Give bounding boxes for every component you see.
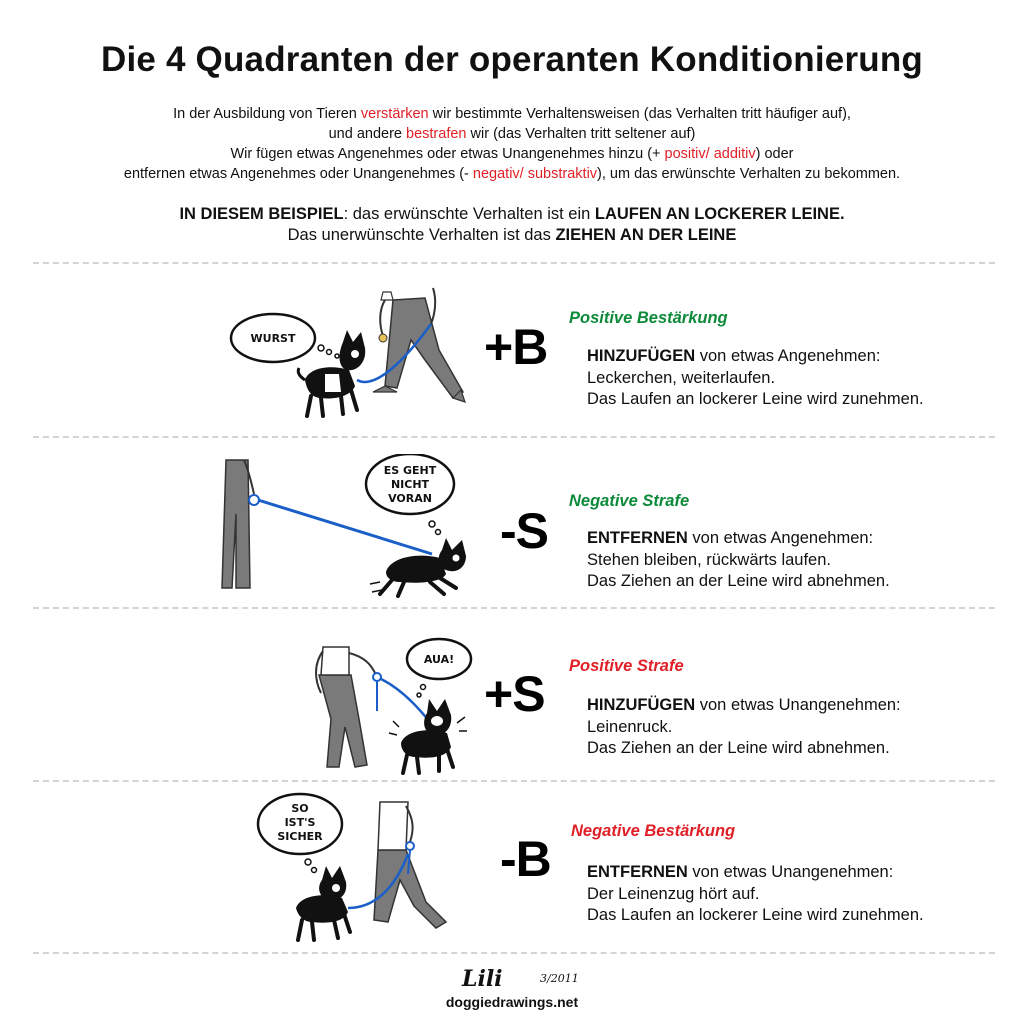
separator [33,952,995,954]
person-arm [380,300,385,336]
example-line-2: Das unerwünschte Verhalten ist das ZIEHEN AN DER LEINE [287,226,737,244]
bubble-text: SO [291,802,309,815]
bubble-dot [429,521,435,527]
term-bestrafen: bestrafen [406,126,467,142]
illustration-dog-treat [225,280,475,432]
example-statement [0,204,1024,246]
person-arm [431,288,435,324]
bubble-dot [335,354,339,358]
dog-chest [325,374,341,392]
bubble-dot [417,693,421,697]
bubble-text: WURST [250,332,296,345]
quadrant-description: ENTFERNEN von etwas Unangenehmen: Der Leinenzug hört auf. Das Laufen an lockerer Leine wird zunehmen. [587,863,924,924]
bubble-dot [436,530,441,535]
intro-line-1: In der Ausbildung von Tieren verstärken wir bestimmte Verhaltensweisen (das Verhalten tritt häufiger auf), [173,106,851,122]
illustration-leash-release [250,790,480,946]
signature-date: 3/2011 [540,972,579,985]
dog-head [340,330,366,370]
person-legs [222,460,250,588]
treat-icon [379,334,387,342]
quadrant-description: ENTFERNEN von etwas Angenehmen: Stehen bleiben, rückwärts laufen. Das Ziehen an der Leine wird abnehmen. [587,529,890,590]
intro-paragraph [0,104,1024,184]
quadrant-description: HINZUFÜGEN von etwas Angenehmen: Leckerchen, weiterlaufen. Das Laufen an lockerer Leine wird zunehmen. [587,347,924,408]
leash-handle [406,842,414,850]
dog-eye [332,884,340,892]
person-shirt [321,647,349,675]
quadrant-heading: Positive Strafe [569,657,684,675]
illustration-dog-pulling [220,454,482,602]
illustration-leash-jerk [305,635,483,775]
dog-eye [351,350,359,358]
quadrant-symbol: +B [484,319,548,375]
quadrant-positive-reinforcement [0,262,1024,436]
bubble-dot [318,345,324,351]
bubble-dot [312,868,317,873]
artist-signature: Lili [462,966,503,992]
leash-handle [373,673,381,681]
quadrant-symbol: +S [484,666,545,722]
dog-tail [298,368,305,380]
bubble-dot [305,859,311,865]
intro-line-3: Wir fügen etwas Angenehmes oder etwas Unangenehmes hinzu (+ positiv/ additiv) oder [230,146,794,162]
dog-head [319,866,346,900]
site-credit: doggiedrawings.net [445,994,579,1010]
bubble-text: IST'S [284,816,316,829]
quadrant-description: HINZUFÜGEN von etwas Unangenehmen: Leinenruck. Das Ziehen an der Leine wird abnehmen. [587,696,901,757]
quadrant-heading: Positive Bestärkung [569,309,728,327]
quadrant-negative-reinforcement [0,780,1024,952]
example-line-1: IN DIESEM BEISPIEL: das erwünschte Verhalten ist ein LAUFEN AN LOCKERER LEINE. [179,205,845,223]
intro-line-2: und andere bestrafen wir (das Verhalten tritt seltener auf) [328,126,696,142]
bubble-dot [327,350,332,355]
page-title: Die 4 Quadranten der operanten Konditionierung [100,40,924,79]
person-legs [385,298,463,398]
bubble-text: SICHER [277,830,323,843]
dog-body [401,730,451,757]
bubble-text: AUA! [423,653,455,666]
quadrant-heading: Negative Bestärkung [571,822,736,840]
bubble-text: VORAN [388,492,432,505]
person-arm [349,653,375,673]
quadrant-symbol: -S [500,503,548,559]
quadrant-positive-punishment [0,607,1024,780]
person-legs [319,675,367,767]
bubble-text: ES GEHT [383,464,437,477]
person-shirt [381,292,393,300]
motion-lines [370,582,382,592]
dog-face [431,716,443,726]
dog-body [296,895,348,922]
dog-body [386,556,446,583]
intro-line-4: entfernen etwas Angenehmes oder Unangenehmes (- negativ/ substraktiv), um das erwünschte Verhalten zu bekommen. [123,166,901,182]
quadrant-heading: Negative Strafe [569,492,690,510]
leash-handle [249,495,259,505]
term-negativ: negativ/ substraktiv [472,166,598,182]
term-verstaerken: verstärken [360,106,429,122]
quadrant-negative-punishment [0,436,1024,607]
person-shirt [378,802,408,850]
bubble-text: NICHT [390,478,430,491]
bubble-dot [421,685,426,690]
dog-eye [453,555,460,562]
term-positiv: positiv/ additiv [664,146,756,162]
quadrant-symbol: -B [500,831,551,887]
dog-head [439,538,466,571]
